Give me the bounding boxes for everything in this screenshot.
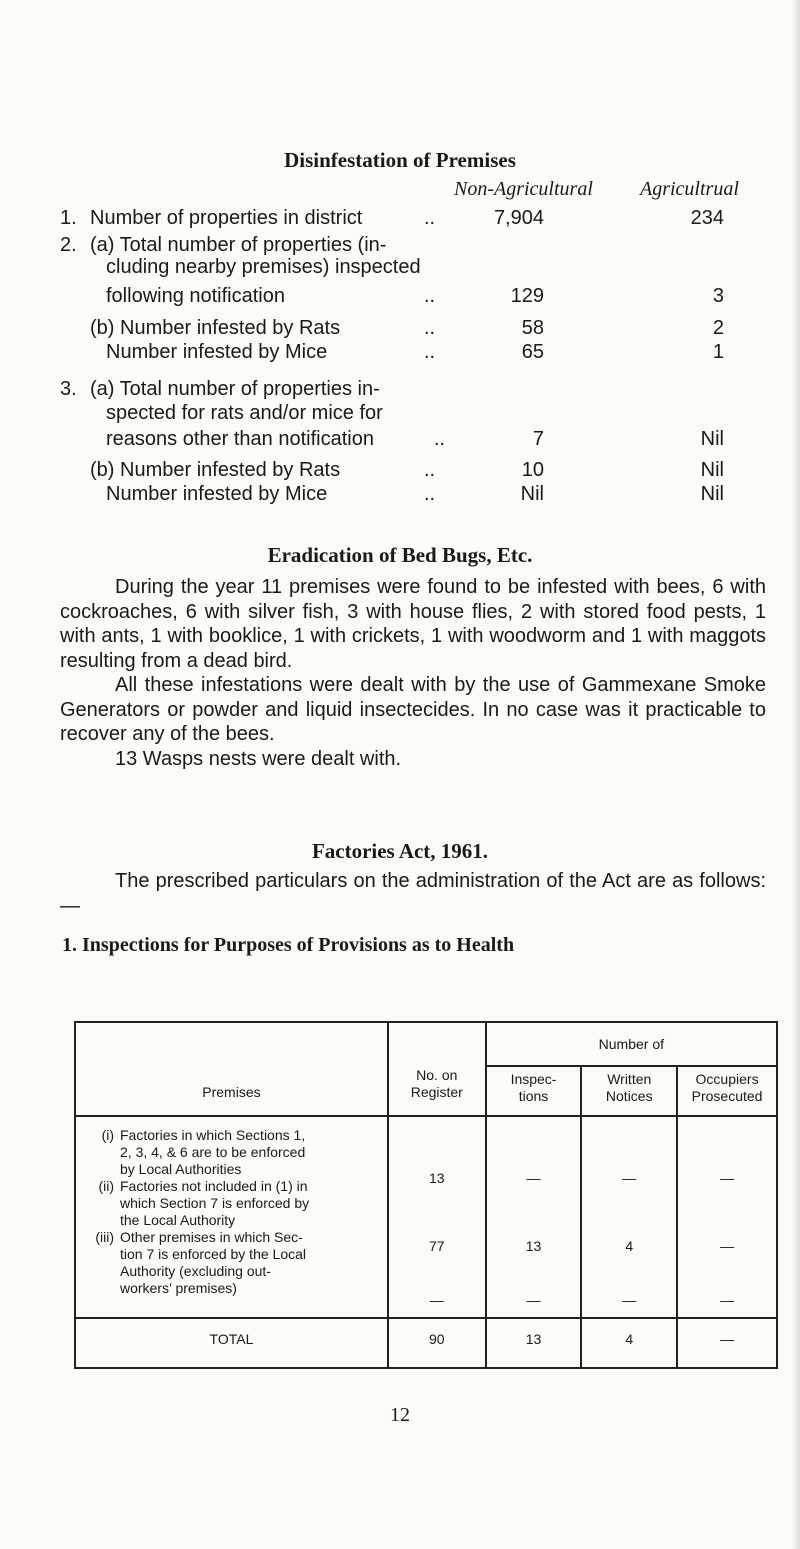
bedbugs-paragraph-1: During the year 11 premises were found to be infested with bees, 6 with cockroaches, 6 with silver fish, 3 with house flies, 2 with stored food pests, 1 with ants, 1 with booklice, 1 with crickets, 1 with woodworm and 1 with maggots resulting from a dead bird. [60,576,766,672]
row-label-line: (a) Total number of properties in- [90,378,380,400]
row-agri-value: Nil [700,459,724,481]
row-nonagri-value: 10 [521,459,544,481]
row-nonagri-value: 7 [532,428,544,450]
row-dots: .. [424,341,436,363]
row-dots: .. [424,317,436,339]
prosecuted-values: — — — [677,1116,777,1318]
row-label-line: spected for rats and/or mice for [106,402,383,424]
row-agri-value: 234 [690,207,724,229]
row-nonagri-value: 58 [521,317,544,339]
row-dots: .. [424,483,436,505]
inspections-section-title: 1. Inspections for Purposes of Provisions as to Health [62,934,515,956]
row-nonagri-value: 65 [521,341,544,363]
row-agri-value: Nil [700,483,724,505]
total-prosecuted: — [677,1318,777,1368]
col-header-agricultural: Agricultrual [640,178,739,200]
page-number: 12 [390,1404,410,1426]
table-row-premises [75,1116,777,1318]
page-edge-shadow [792,0,800,1549]
row-label: Number of properties in district [90,207,363,229]
row-dots: .. [424,207,436,229]
bedbugs-paragraph-2: All these infestations were dealt with by the use of Gammexane Smoke Generators or powder and liquid insectecides. In no case was it practicable to recover any of the bees. [60,674,766,745]
bedbugs-paragraph-3: 13 Wasps nests were dealt with. [115,748,402,770]
total-notices: 4 [581,1318,677,1368]
row-agri-value: 1 [712,341,724,363]
row-label-line: following notification [106,285,285,307]
register-values: 13 77 — [388,1116,486,1318]
row-label-line: cluding nearby premises) inspected [106,256,421,278]
col-inspections-header: Inspec- tions [486,1066,582,1116]
row-agri-value: Nil [700,428,724,450]
col-premises-header: Premises [75,1022,388,1116]
row-prefix: 3. [60,378,77,400]
row-label: (b) Number infested by Rats [90,317,341,339]
row-agri-value: 3 [712,285,724,307]
col-group-number-of: Number of [486,1022,777,1066]
col-prosecuted-header: Occupiers Prosecuted [677,1066,777,1116]
total-register: 90 [388,1318,486,1368]
bedbugs-title: Eradication of Bed Bugs, Etc. [267,543,533,567]
row-label-line: (a) Total number of properties (in- [90,234,387,256]
list-item: (i) Factories in which Sections 1, 2, 3, 4, & 6 are to be enforced by Local Authorities [101,1127,306,1177]
row-agri-value: 2 [712,317,724,339]
inspections-values: — 13 — [486,1116,582,1318]
col-register-header: No. on Register [388,1022,486,1116]
row-nonagri-value: 129 [510,285,544,307]
list-item: (iii) Other premises in which Sec- tion 7 is enforced by the Local Authority (excluding out- workers’ premises) [95,1229,307,1296]
premises-list [75,1116,388,1318]
total-inspections: 13 [486,1318,582,1368]
row-dots: .. [434,428,446,450]
row-label: Number infested by Mice [106,341,328,363]
row-label-line: reasons other than notification [106,428,374,450]
row-prefix: 2. [60,234,77,256]
col-notices-header: Written Notices [581,1066,677,1116]
disinfestation-title: Disinfestation of Premises [284,148,516,172]
row-prefix: 1. [60,207,77,229]
row-dots: .. [424,459,436,481]
list-item: (ii) Factories not included in (1) in which Section 7 is enforced by the Local Authority [98,1178,310,1228]
factories-intro: The prescribed particulars on the administration of the Act are as follows:— [60,870,766,917]
row-nonagri-value: Nil [520,483,544,505]
inspections-table [74,1021,778,1369]
row-label: (b) Number infested by Rats [90,459,341,481]
notices-values: — 4 — [581,1116,677,1318]
row-label: Number infested by Mice [106,483,328,505]
col-header-non-agricultural: Non-Agricultural [454,178,593,200]
row-nonagri-value: 7,904 [493,207,544,229]
factories-title: Factories Act, 1961. [311,839,489,863]
table-row-total [75,1318,777,1368]
total-label: TOTAL [75,1318,388,1368]
row-dots: .. [424,285,436,307]
